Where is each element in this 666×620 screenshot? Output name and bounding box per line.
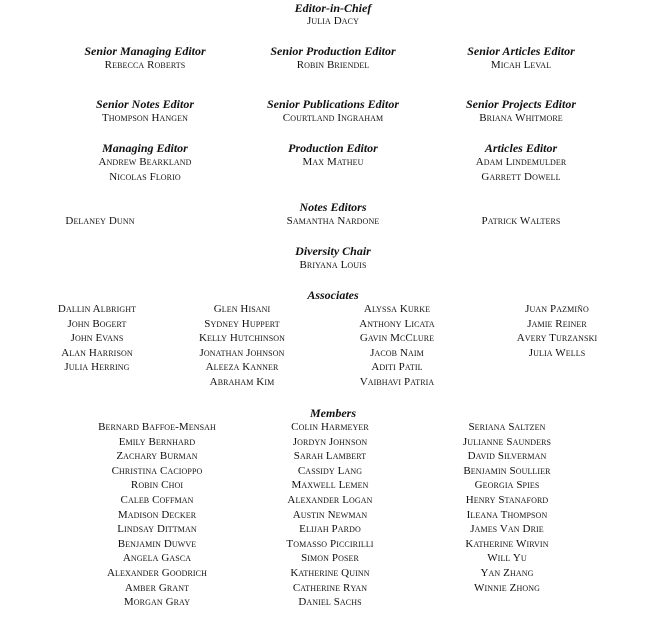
member-name: Ileana Thompson [466, 508, 548, 521]
member-name: Lindsay Dittman [117, 523, 197, 536]
member-name: Sarah Lambert [293, 450, 367, 463]
member-name: Amber Grant [124, 581, 190, 594]
member-name: Winnie Zhong [474, 581, 540, 594]
associate-name: Aleeza Kanner [205, 361, 279, 374]
diversity-chair-name: Briyana Louis [299, 259, 367, 271]
senior-publications-editor-title: Senior Publications Editor [266, 97, 400, 111]
member-name: Katherine Wirvin [465, 537, 549, 550]
production-editor-name: Max Matheu [302, 156, 364, 168]
member-name: Bernard Baffoe-Mensah [98, 421, 216, 433]
senior-production-editor-title: Senior Production Editor [270, 44, 396, 58]
associate-name: Julia Herring [64, 361, 130, 374]
articles-editor-name: Adam Lindemulder [475, 156, 567, 168]
associate-name: Dallin Albright [57, 303, 137, 315]
associate-name: Vaibhavi Patria [359, 376, 435, 388]
associate-name: Avery Turzanski [516, 332, 598, 345]
associate-name: Gavin McClure [359, 332, 435, 345]
member-name: Georgia Spies [474, 479, 540, 492]
notes-editor-name: Delaney Dunn [65, 215, 135, 227]
editor-in-chief-title: Editor-in-Chief [294, 1, 372, 15]
member-name: Simon Poser [301, 552, 359, 565]
associate-name: Sydney Huppert [204, 317, 280, 330]
managing-editor-name: Andrew Bearkland [98, 156, 192, 168]
member-name: Katherine Quinn [290, 567, 370, 579]
associate-name: John Bogert [67, 317, 127, 330]
member-name: Christina Cacioppo [111, 464, 203, 477]
member-name: Seriana Saltzen [468, 421, 546, 433]
member-name: Tomasso Piccirilli [286, 537, 374, 550]
member-name: Henry Stanaford [465, 494, 549, 506]
member-name: Colin Harmeyer [291, 421, 369, 433]
editor-in-chief-name: Julia Dacy [307, 15, 359, 27]
associate-name: Jacob Naim [370, 346, 424, 359]
member-name: David Silverman [467, 450, 547, 463]
member-name: Catherine Ryan [292, 581, 368, 594]
member-name: James Van Drie [470, 523, 544, 536]
member-name: Cassidy Lang [297, 464, 363, 477]
member-name: Austin Newman [292, 508, 368, 521]
member-name: Elijah Pardo [299, 523, 361, 536]
associate-name: Anthony Licata [359, 317, 435, 330]
member-name: Yan Zhang [480, 567, 534, 579]
associate-name: Glen Hisani [213, 303, 271, 315]
member-name: Zachary Burman [116, 450, 198, 463]
member-name: Robin Choi [130, 479, 184, 492]
senior-managing-editor-title: Senior Managing Editor [84, 44, 206, 58]
associate-name: Jamie Reiner [527, 317, 587, 330]
managing-editor-name: Nicolas Florio [109, 171, 181, 183]
member-name: Alexander Goodrich [107, 567, 207, 579]
associate-name: Aditi Patil [371, 361, 423, 374]
senior-notes-editor-title: Senior Notes Editor [95, 97, 194, 111]
member-name: Alexander Logan [287, 494, 373, 506]
member-name: Angela Gasca [122, 552, 192, 565]
member-name: Daniel Sachs [298, 596, 362, 609]
member-name: Madison Decker [117, 508, 197, 521]
member-name: Emily Bernhard [118, 435, 196, 448]
associates-title: Associates [307, 288, 359, 302]
articles-editor-title: Articles Editor [484, 141, 558, 155]
articles-editor-name: Garrett Dowell [481, 171, 561, 183]
production-editor-title: Production Editor [288, 141, 378, 155]
senior-managing-editor-name: Rebecca Roberts [104, 59, 186, 71]
member-name: Caleb Coffman [120, 494, 194, 506]
associate-name: Alan Harrison [61, 346, 133, 359]
senior-projects-editor-title: Senior Projects Editor [465, 97, 576, 111]
associate-name: Julia Wells [528, 346, 586, 359]
member-name: Benjamin Duwve [117, 537, 197, 550]
senior-articles-editor-name: Micah Leval [490, 59, 552, 71]
member-name: Jordyn Johnson [292, 435, 368, 448]
associate-name: Jonathan Johnson [199, 346, 285, 359]
senior-publications-editor-name: Courtland Ingraham [282, 112, 384, 124]
senior-production-editor-name: Robin Briendel [296, 59, 370, 71]
associate-name: Alyssa Kurke [363, 303, 431, 315]
senior-projects-editor-name: Briana Whitmore [479, 112, 563, 124]
members-title: Members [310, 406, 356, 420]
notes-editor-name: Patrick Walters [481, 215, 561, 227]
notes-editors-title: Notes Editors [299, 200, 367, 214]
associate-name: Kelly Hutchinson [198, 332, 286, 345]
associate-name: John Evans [70, 332, 124, 345]
managing-editor-title: Managing Editor [102, 141, 188, 155]
notes-editor-name: Samantha Nardone [286, 215, 380, 227]
member-name: Will Yu [487, 552, 527, 565]
member-name: Benjamin Soullier [463, 464, 551, 477]
associate-name: Abraham Kim [209, 376, 275, 388]
member-name: Morgan Gray [123, 596, 191, 609]
senior-articles-editor-title: Senior Articles Editor [467, 44, 575, 58]
member-name: Maxwell Lemen [291, 479, 369, 492]
senior-notes-editor-name: Thompson Hangen [101, 112, 189, 124]
member-name: Julianne Saunders [462, 435, 552, 448]
diversity-chair-title: Diversity Chair [295, 244, 371, 258]
associate-name: Juan Pazmiño [525, 303, 589, 315]
